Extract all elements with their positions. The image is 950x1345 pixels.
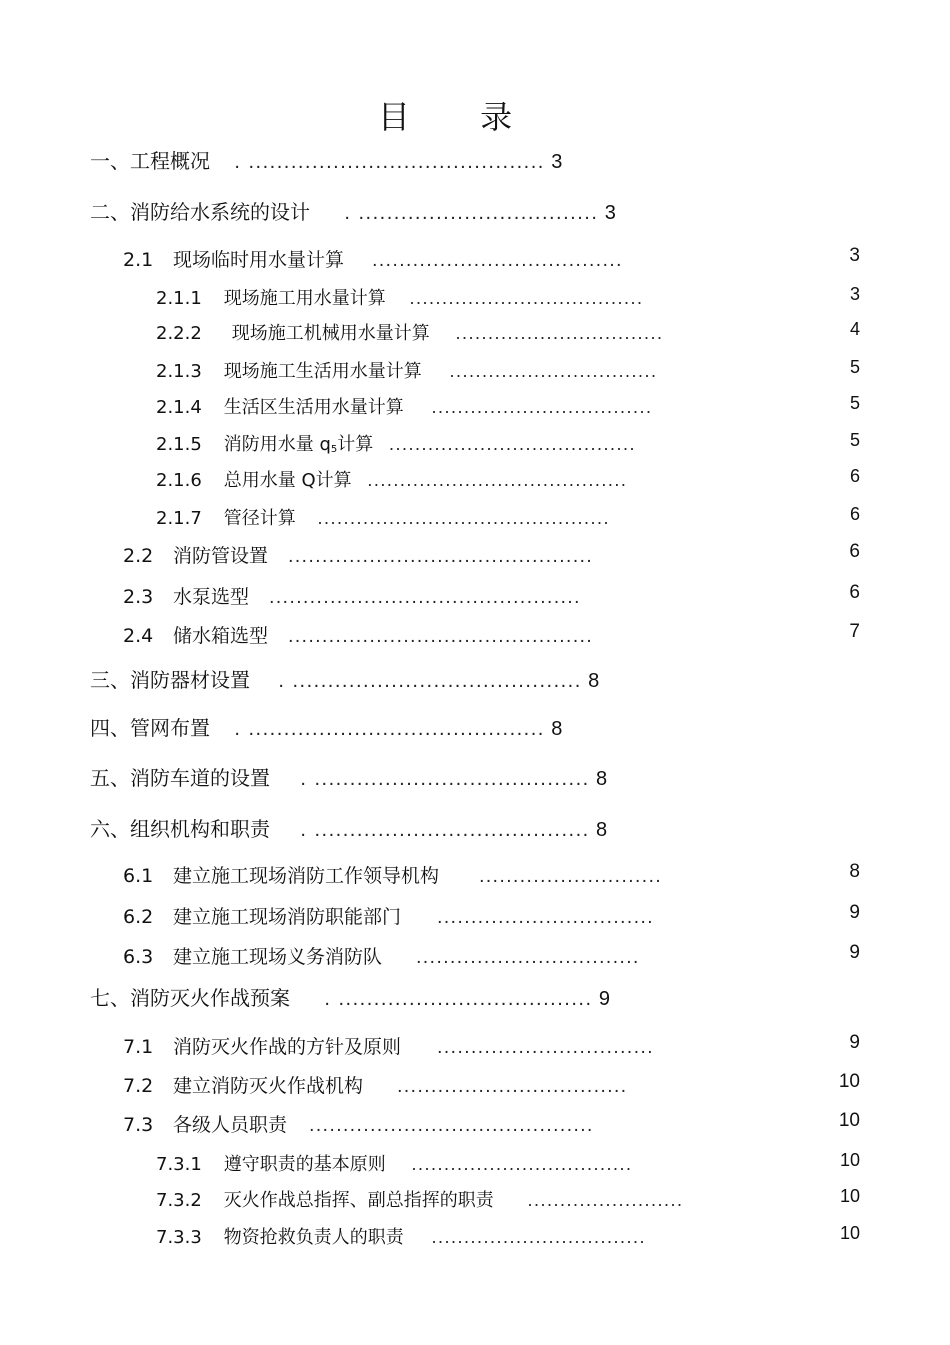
toc-page: 10: [838, 1071, 860, 1092]
toc-entry-7-1[interactable]: [123, 1032, 654, 1059]
toc-text: 物资抢救负责人的职责: [223, 1227, 404, 1248]
toc-entry-6-1[interactable]: [123, 861, 662, 888]
toc-entry-2[interactable]: [90, 196, 616, 225]
toc-number: 2.1: [123, 249, 154, 271]
toc-page: 6: [849, 466, 860, 486]
toc-page: 5: [849, 393, 860, 413]
toc-text: 建立施工现场义务消防队: [173, 946, 383, 968]
toc-page: 4: [849, 319, 860, 339]
toc-number: 2.2: [123, 545, 154, 567]
toc-leader: .................................: [431, 1227, 647, 1247]
toc-number: 2.3: [123, 586, 154, 608]
toc-number: 7.3.1: [156, 1154, 202, 1175]
toc-leader: . .......................................: [300, 819, 590, 841]
toc-text: 现场临时用水量计算: [173, 249, 345, 271]
toc-page: 10: [839, 1186, 860, 1206]
toc-page: 3: [551, 151, 563, 173]
toc-text: 七、消防灭火作战预案: [90, 986, 290, 1010]
toc-leader: ................................: [449, 361, 658, 381]
toc-text: 二、消防给水系统的设计: [90, 200, 310, 224]
toc-entry-2-1-7[interactable]: [156, 504, 610, 530]
toc-text: 管径计算: [223, 508, 296, 529]
toc-number: 7.3.3: [156, 1227, 202, 1248]
toc-entry-7[interactable]: [90, 982, 610, 1011]
toc-page: 6: [849, 541, 860, 562]
toc-leader: .................................: [416, 947, 640, 968]
toc-page: 9: [849, 902, 860, 923]
toc-number: 2.1.3: [156, 361, 202, 382]
toc-leader: ................................: [437, 907, 655, 928]
toc-text: 四、管网布置: [90, 716, 210, 740]
toc-text: 生活区生活用水量计算: [223, 397, 404, 418]
toc-leader: . .......................................: [300, 768, 590, 790]
toc-text: 六、组织机构和职责: [90, 817, 270, 841]
toc-entry-2-2[interactable]: [123, 541, 593, 568]
toc-number: 2.1.4: [156, 397, 202, 418]
toc-entry-2-1-3[interactable]: [156, 357, 658, 383]
toc-text: 水泵选型: [173, 586, 250, 608]
toc-text: 现场施工机械用水量计算: [231, 323, 430, 344]
toc-page: 7: [849, 621, 860, 642]
toc-text: 灭火作战总指挥、副总指挥的职责: [223, 1190, 494, 1211]
toc-page: 9: [849, 942, 860, 963]
toc-title: 目 录: [377, 98, 543, 136]
toc-entry-2-1-4[interactable]: [156, 393, 653, 419]
toc-entry-6-3[interactable]: [123, 942, 640, 969]
toc-entry-2-1[interactable]: [123, 245, 623, 272]
toc-text: 现场施工用水量计算: [223, 288, 386, 309]
toc-leader: ................................: [437, 1037, 655, 1058]
toc-page: 8: [588, 670, 600, 692]
toc-leader: . ..........................................: [234, 718, 545, 740]
toc-text: 现场施工生活用水量计算: [223, 361, 422, 382]
toc-leader: .............................................: [317, 508, 611, 528]
toc-number: 2.4: [123, 625, 154, 647]
toc-text: 遵守职责的基本原则: [223, 1154, 386, 1175]
toc-number: 7.2: [123, 1075, 154, 1097]
toc-leader: ..............................................: [269, 587, 581, 608]
toc-leader: ..................................: [411, 1154, 633, 1174]
toc-leader: .............................................: [288, 546, 594, 567]
toc-entry-7-3[interactable]: [123, 1110, 594, 1137]
toc-page: 3: [849, 284, 860, 304]
toc-number: 2.1.7: [156, 508, 202, 529]
toc-text: 总用水量 Q计算: [223, 470, 352, 491]
toc-number: 7.3: [123, 1114, 154, 1136]
toc-leader: ..................................: [431, 397, 653, 417]
toc-entry-7-2[interactable]: [123, 1071, 628, 1098]
toc-text: 储水箱选型: [173, 625, 269, 647]
toc-entry-6[interactable]: [90, 813, 607, 842]
toc-text: 五、消防车道的设置: [90, 766, 270, 790]
toc-page: 3: [849, 245, 860, 266]
toc-page: 10: [838, 1110, 860, 1131]
toc-number: 7.3.2: [156, 1190, 202, 1211]
toc-number: 2.1.6: [156, 470, 202, 491]
toc-entry-5[interactable]: [90, 762, 607, 791]
toc-entry-4[interactable]: [90, 712, 562, 741]
toc-text: 三、消防器材设置: [90, 668, 250, 692]
toc-leader: ...........................: [479, 866, 663, 887]
toc-page: 10: [839, 1223, 860, 1243]
toc-leader: ....................................: [409, 288, 644, 308]
toc-leader: ................................: [455, 323, 664, 343]
toc-number: 7.1: [123, 1036, 154, 1058]
toc-text: 一、工程概况: [90, 149, 210, 173]
toc-leader: . ....................................: [324, 988, 593, 1010]
toc-page: 5: [849, 357, 860, 377]
toc-page: 9: [598, 988, 610, 1010]
toc-page: 10: [839, 1150, 860, 1170]
toc-page: 6: [849, 504, 860, 524]
toc-leader: . ..........................................: [234, 151, 545, 173]
toc-number: 2.1.1: [156, 288, 202, 309]
toc-leader: . ..................................: [344, 202, 599, 224]
toc-leader: ........................: [527, 1190, 684, 1210]
toc-entry-7-3-3[interactable]: [156, 1223, 646, 1249]
toc-number: 2.2.2: [156, 323, 202, 344]
toc-entry-7-3-2[interactable]: [156, 1186, 684, 1212]
toc-leader: . .........................................: [278, 670, 582, 692]
toc-entry-2-1-6[interactable]: [156, 466, 627, 492]
toc-leader: ..........................................: [309, 1115, 594, 1136]
toc-page: 5: [849, 430, 860, 450]
toc-leader: .....................................: [372, 250, 623, 271]
toc-text: 消防用水量 $q_5$计算: [223, 434, 374, 455]
toc-entry-6-2[interactable]: [123, 902, 654, 929]
toc-page: 6: [849, 582, 860, 603]
toc-page: 3: [604, 202, 616, 224]
toc-page: 8: [596, 819, 608, 841]
toc-leader: .............................................: [288, 626, 594, 647]
toc-number: 2.1.5: [156, 434, 202, 455]
toc-entry-2-1-5[interactable]: [156, 430, 636, 456]
toc-leader: ........................................: [367, 470, 628, 490]
toc-page: 8: [596, 768, 608, 790]
toc-page: 8: [551, 718, 563, 740]
toc-number: 6.3: [123, 946, 154, 968]
toc-page: 9: [849, 1032, 860, 1053]
toc-text: 建立消防灭火作战机构: [173, 1075, 364, 1097]
toc-leader: ..................................: [397, 1076, 628, 1097]
toc-text: 消防管设置: [173, 545, 269, 567]
toc-entry-1[interactable]: [90, 145, 562, 174]
toc-leader: ......................................: [389, 434, 637, 454]
toc-entry-7-3-1[interactable]: [156, 1150, 633, 1176]
toc-text: 各级人员职责: [173, 1114, 288, 1136]
toc-text: 消防灭火作战的方针及原则: [173, 1036, 402, 1058]
toc-page: 8: [849, 861, 860, 882]
toc-entry-2-4[interactable]: [123, 621, 593, 648]
toc-entry-3[interactable]: [90, 664, 599, 693]
toc-text: 建立施工现场消防工作领导机构: [173, 865, 440, 887]
toc-number: 6.1: [123, 865, 154, 887]
toc-number: 6.2: [123, 906, 154, 928]
toc-entry-2-2-2[interactable]: [156, 319, 664, 345]
toc-entry-2-1-1[interactable]: [156, 284, 644, 310]
toc-entry-2-3[interactable]: [123, 582, 581, 609]
toc-text: 建立施工现场消防职能部门: [173, 906, 402, 928]
